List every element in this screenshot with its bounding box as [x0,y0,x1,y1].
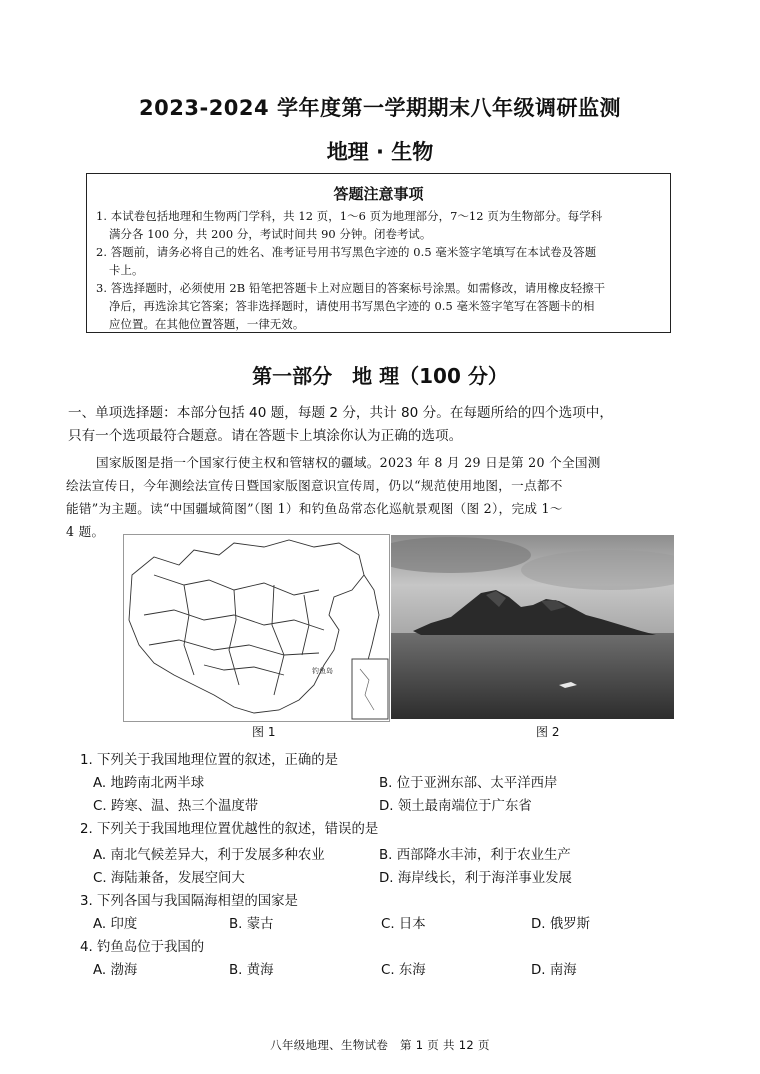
figure-2-caption: 图 2 [536,725,560,739]
notice-line: 净后，再选涂其它答案；答非选择题时，请使用书写黑色字迹的 0.5 毫米签字笔写在答题卡的相 [109,299,595,313]
page-footer: 八年级地理、生物试卷 第 1 页 共 12 页 [270,1038,490,1052]
china-territory-map [123,534,390,722]
passage-line: 4 题。 [66,524,105,539]
notice-line: 2. 答题前，请务必将自己的姓名、准考证号用书写黑色字迹的 0.5 毫米签字笔填写在本试卷及答题 [96,245,597,259]
notice-title: 答题注意事项 [333,185,424,203]
passage-line: 绘法宣传日，今年测绘法宣传日暨国家版图意识宣传周，仍以“规范使用地图，一点都不 [66,478,563,493]
diaoyu-island-photo [391,535,674,719]
notice-line: 1. 本试卷包括地理和生物两门学科，共 12 页，1～6 页为地理部分，7～12 页为生物部分。每学科 [96,209,603,223]
notice-line: 3. 答选择题时，必须使用 2B 铅笔把答题卡上对应题目的答案标号涂黑。如需修改，请用橡皮轻擦干 [96,281,606,295]
option-b: B. 蒙古 [229,917,274,932]
exam-title: 2023-2024 学年度第一学期期末八年级调研监测 [139,96,621,120]
notice-line: 满分各 100 分，共 200 分，考试时间共 90 分钟。闭卷考试。 [109,227,432,241]
option-d: D. 南海 [531,963,577,978]
section-instruction: 只有一个选项最符合题意。请在答题卡上填涂你认为正确的选项。 [68,428,463,444]
option-a: A. 印度 [93,917,138,932]
option-a: A. 渤海 [93,963,138,978]
subject-title: 地理 · 生物 [326,140,434,164]
option-a: A. 地跨南北两半球 [93,776,205,791]
passage-line: 能错”为主题。读“中国疆域简图”（图 1）和钓鱼岛常态化巡航景观图（图 2），完成 1～ [66,501,563,516]
question-stem: 3. 下列各国与我国隔海相望的国家是 [80,894,298,909]
option-d: D. 领土最南端位于广东省 [379,799,532,814]
passage-line: 国家版图是指一个国家行使主权和管辖权的疆域。2023 年 8 月 29 日是第 20 个全国测 [96,455,601,470]
option-b: B. 黄海 [229,963,274,978]
option-b: B. 位于亚洲东部、太平洋西岸 [379,776,558,791]
figure-1-caption: 图 1 [252,725,276,739]
section-instruction: 一、单项选择题：本部分包括 40 题，每题 2 分，共计 80 分。在每题所给的四个选项中， [68,405,613,421]
question-stem: 1. 下列关于我国地理位置的叙述，正确的是 [80,753,339,768]
question-stem: 2. 下列关于我国地理位置优越性的叙述，错误的是 [80,822,379,837]
option-c: C. 海陆兼备，发展空间大 [93,871,245,886]
option-c: C. 日本 [381,917,426,932]
option-d: D. 俄罗斯 [531,917,590,932]
notice-line: 卡上。 [109,263,144,277]
option-a: A. 南北气候差异大，利于发展多种农业 [93,848,325,863]
question-stem: 4. 钓鱼岛位于我国的 [80,940,205,955]
notice-box [86,173,671,333]
option-c: C. 东海 [381,963,426,978]
diaoyu-map-label: 钓鱼岛 [312,667,333,675]
notice-line: 应位置。在其他位置答题，一律无效。 [109,317,305,331]
part-title: 第一部分 地 理（100 分） [252,364,508,388]
option-d: D. 海岸线长，利于海洋事业发展 [379,871,572,886]
option-b: B. 西部降水丰沛，利于农业生产 [379,848,571,863]
option-c: C. 跨寒、温、热三个温度带 [93,799,259,814]
